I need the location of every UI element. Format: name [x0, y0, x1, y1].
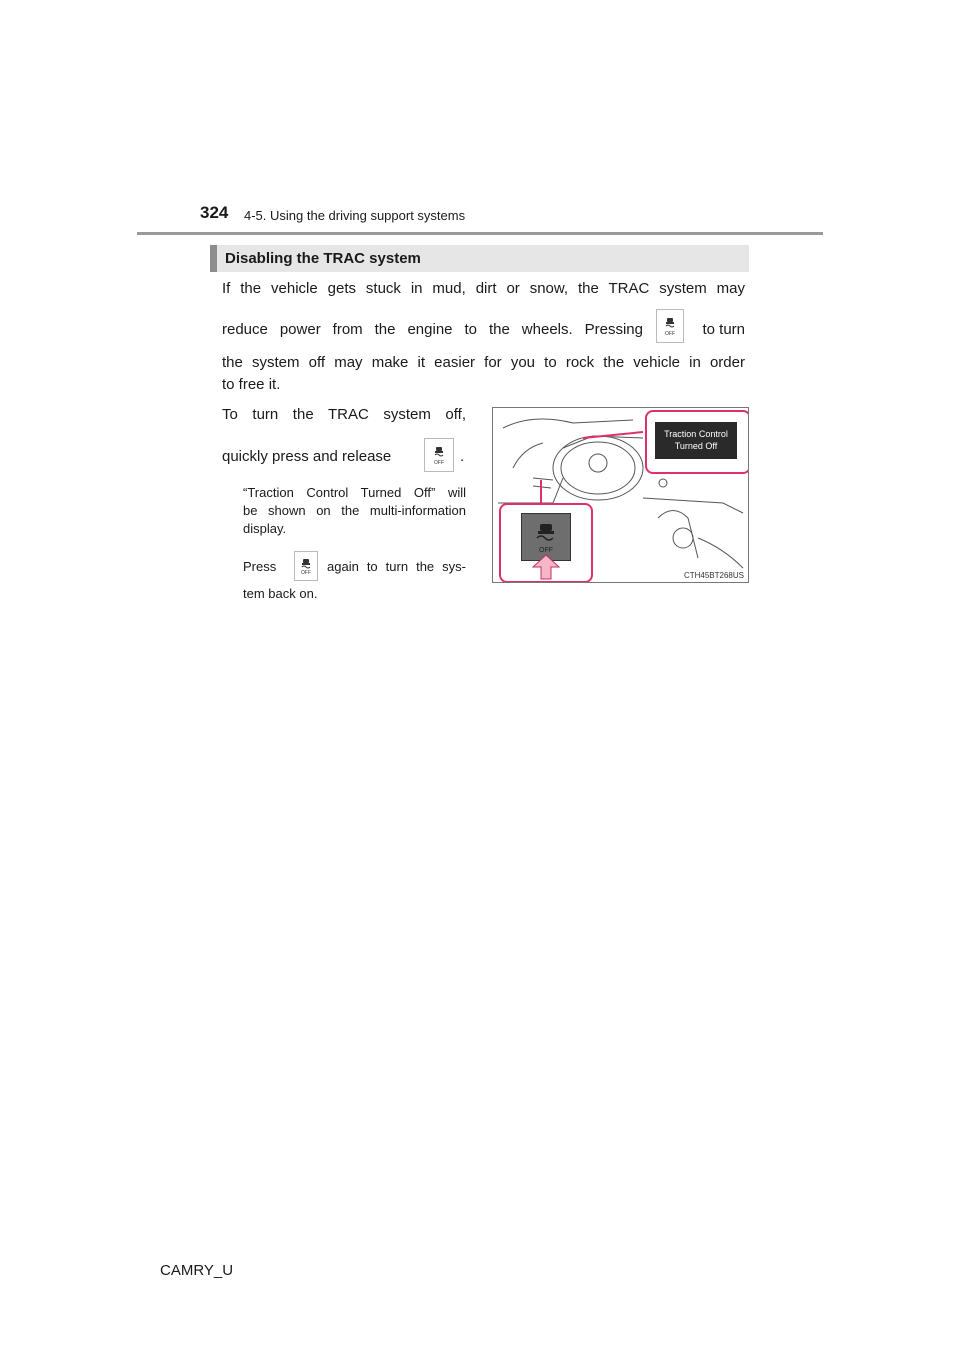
display-callout — [645, 410, 749, 474]
note-line-2: be shown on the multi-information — [243, 503, 466, 518]
figure-code: CTH45BT268US — [683, 571, 744, 580]
up-arrow-icon — [531, 553, 561, 581]
instruction-line-2-text: quickly press and release — [222, 448, 392, 465]
note-line-5: tem back on. — [243, 586, 318, 601]
switch-off-text: OFF — [434, 460, 444, 466]
note-line-3: display. — [243, 521, 287, 536]
header-rule — [137, 232, 823, 235]
note-line-1: “Traction Control Turned Off” will — [243, 485, 466, 500]
footer-model: CAMRY_U — [160, 1262, 234, 1279]
intro-line-1: If the vehicle gets stuck in mud, dirt or snow, the TRAC system may — [222, 280, 745, 297]
display-text-line-1: Traction Control — [664, 429, 728, 439]
switch-callout — [499, 503, 593, 583]
instruction-period: . — [460, 448, 465, 465]
section-title: 4-5. Using the driving support systems — [244, 208, 466, 223]
switch-off-text: OFF — [301, 570, 311, 576]
page-number: 324 — [200, 203, 229, 222]
intro-line-4: to free it. — [222, 376, 281, 393]
display-text-line-2: Turned Off — [674, 441, 718, 451]
instruction-line-2 — [222, 448, 391, 465]
instruction-line-1: To turn the TRAC system off, — [222, 406, 466, 423]
switch-off-text: OFF — [665, 331, 675, 337]
dashboard-illustration — [492, 407, 749, 583]
trac-off-switch-icon — [294, 551, 318, 581]
section-heading: Disabling the TRAC system — [210, 245, 749, 272]
switch-off-text: OFF — [539, 547, 553, 554]
trac-off-switch-icon — [656, 309, 684, 343]
intro-line-2-text: reduce power from the engine to the wheels. Pressing — [222, 321, 643, 338]
note-press-text: Press — [243, 559, 277, 574]
trac-off-switch-icon — [424, 438, 454, 472]
intro-line-2-end: to turn — [702, 321, 745, 338]
intro-line-3: the system off may make it easier for you to rock the vehicle in order — [222, 354, 745, 371]
multi-information-display — [655, 422, 737, 459]
note-press-cont: again to turn the sys- — [327, 559, 466, 574]
